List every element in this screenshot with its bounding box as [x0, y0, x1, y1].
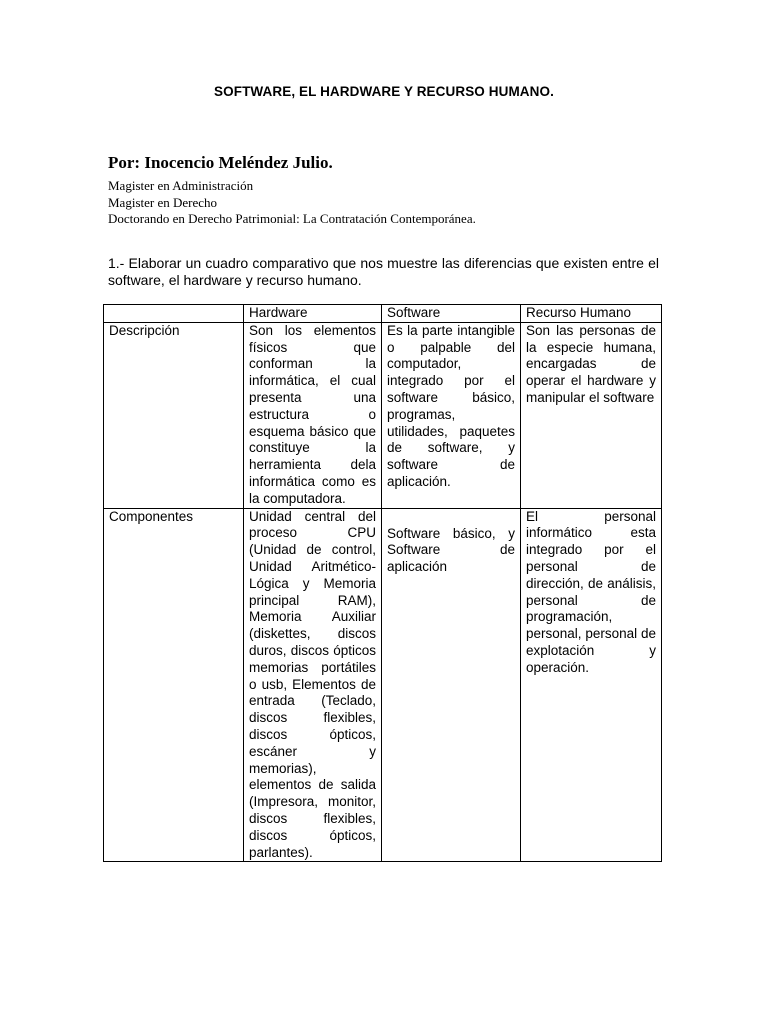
table-header-row [104, 305, 662, 323]
software-componentes-text: Software básico, y Software de aplicación [387, 525, 515, 575]
document-title: SOFTWARE, EL HARDWARE Y RECURSO HUMANO. [214, 84, 554, 99]
header-cell-software: Software [382, 305, 521, 323]
table-row [104, 322, 662, 508]
credential-line: Doctorando en Derecho Patrimonial: La Contratación Contemporánea. [108, 211, 476, 226]
cell-software-componentes [382, 508, 521, 862]
row-label-componentes: Componentes [104, 508, 244, 862]
table-row [104, 508, 662, 862]
cell-recurso-humano-componentes: El personal informático esta integrado por el personal de dirección, de análisis, personal de programación, personal, personal de explotación y operación. [521, 508, 662, 862]
cell-software-descripcion: Es la parte intangible o palpable del computador, integrado por el software básico, programas, utilidades, paquetes de software, y software de aplicación. [382, 322, 521, 508]
header-cell-empty [104, 305, 244, 323]
author-block [108, 152, 668, 228]
header-cell-hardware: Hardware [244, 305, 382, 323]
credential-line: Magister en Administración [108, 178, 254, 193]
comparison-table [103, 304, 662, 862]
header-cell-recurso-humano: Recurso Humano [521, 305, 662, 323]
author-name: Por: Inocencio Meléndez Julio. [108, 153, 333, 172]
row-label-descripcion: Descripción [104, 322, 244, 508]
credential-line: Magister en Derecho [108, 194, 218, 210]
question-text: 1.- Elaborar un cuadro comparativo que nos muestre las diferencias que existen entre el software, el hardware y recurso humano. [108, 255, 659, 288]
cell-hardware-componentes: Unidad central del proceso CPU (Unidad de control, Unidad Aritmético-Lógica y Memoria principal RAM), Memoria Auxiliar (diskettes, discos duros, discos ópticos memorias portátiles o usb, Elementos de entrada (Teclado, discos flexibles, discos ópticos, escáner y memorias), elementos de salida (Impresora, monitor, discos flexibles, discos ópticos, parlantes). [244, 508, 382, 862]
cell-hardware-descripcion: Son los elementos físicos que conforman la informática, el cual presenta una estructura o esquema básico que constituye la herramienta dela informática como es la computadora. [244, 322, 382, 508]
cell-recurso-humano-descripcion: Son las personas de la especie humana, encargadas de operar el hardware y manipular el software [521, 322, 662, 508]
